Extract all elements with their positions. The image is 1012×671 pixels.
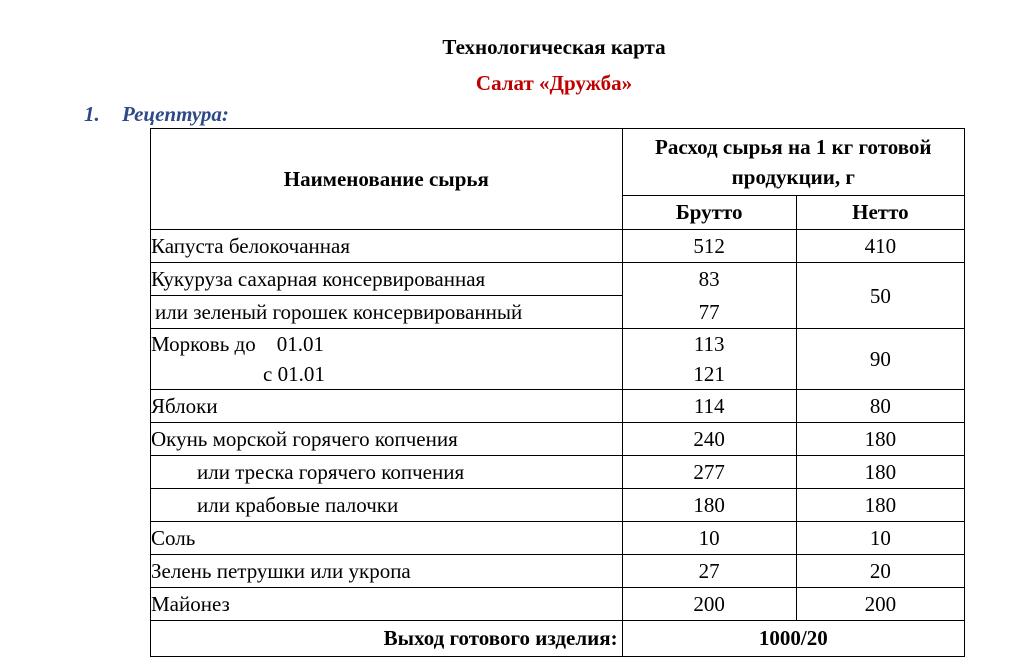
row-name-text: или крабовые палочки xyxy=(197,493,399,517)
section-heading xyxy=(84,102,229,127)
yield-value: 1000/20 xyxy=(622,621,964,657)
header-brutto: Брутто xyxy=(622,196,796,230)
row-brutto: 277 xyxy=(622,456,796,489)
table-row xyxy=(151,390,965,423)
row-netto: 180 xyxy=(796,423,964,456)
carrot-brutto-2: 121 xyxy=(693,362,725,386)
table-row xyxy=(151,329,965,390)
row-name: Соль xyxy=(151,522,623,555)
row-name: Кукуруза сахарная консервированная xyxy=(151,263,623,296)
table-row xyxy=(151,489,965,522)
dish-title: Салат «Дружба» xyxy=(475,71,633,95)
carrot-line-1: Морковь до 01.01 xyxy=(151,332,324,356)
table-row xyxy=(151,230,965,263)
carrot-brutto-1: 113 xyxy=(693,332,725,356)
row-netto: 10 xyxy=(796,522,964,555)
table-row xyxy=(151,423,965,456)
header-netto: Нетто xyxy=(796,196,964,230)
row-name xyxy=(151,456,623,489)
row-netto: 50 xyxy=(796,263,964,329)
row-brutto: 83 xyxy=(622,263,796,296)
carrot-line-2: с 01.01 xyxy=(263,362,325,386)
row-brutto: 180 xyxy=(622,489,796,522)
table-row xyxy=(151,456,965,489)
row-name-text: или треска горячего копчения xyxy=(197,460,465,484)
row-netto: 180 xyxy=(796,489,964,522)
table-row xyxy=(151,263,965,296)
row-name xyxy=(151,329,623,390)
table-row xyxy=(151,522,965,555)
header-consumption: Расход сырья на 1 кг готовой продукции, г xyxy=(622,129,964,196)
row-netto: 90 xyxy=(796,329,964,390)
header-name: Наименование сырья xyxy=(151,129,623,230)
row-name: Майонез xyxy=(151,588,623,621)
row-brutto: 512 xyxy=(622,230,796,263)
row-brutto: 10 xyxy=(622,522,796,555)
section-title: Рецептура: xyxy=(122,102,229,126)
row-netto: 180 xyxy=(796,456,964,489)
row-brutto: 114 xyxy=(622,390,796,423)
row-name: Зелень петрушки или укропа xyxy=(151,555,623,588)
row-netto: 20 xyxy=(796,555,964,588)
row-netto: 200 xyxy=(796,588,964,621)
table-header-row xyxy=(151,129,965,196)
row-name: Яблоки xyxy=(151,390,623,423)
row-name: Окунь морской горячего копчения xyxy=(151,423,623,456)
document-title: Технологическая карта xyxy=(442,35,666,59)
row-name: или зеленый горошек консервированный xyxy=(151,296,623,329)
row-brutto: 77 xyxy=(622,296,796,329)
section-number: 1. xyxy=(84,102,100,126)
row-brutto: 240 xyxy=(622,423,796,456)
recipe-table xyxy=(150,128,965,657)
row-name: Капуста белокочанная xyxy=(151,230,623,263)
row-name xyxy=(151,489,623,522)
row-brutto xyxy=(622,329,796,390)
row-brutto: 200 xyxy=(622,588,796,621)
row-brutto: 27 xyxy=(622,555,796,588)
row-netto: 80 xyxy=(796,390,964,423)
table-row xyxy=(151,588,965,621)
row-netto: 410 xyxy=(796,230,964,263)
table-row xyxy=(151,555,965,588)
table-footer-row xyxy=(151,621,965,657)
yield-label: Выход готового изделия: xyxy=(151,621,623,657)
